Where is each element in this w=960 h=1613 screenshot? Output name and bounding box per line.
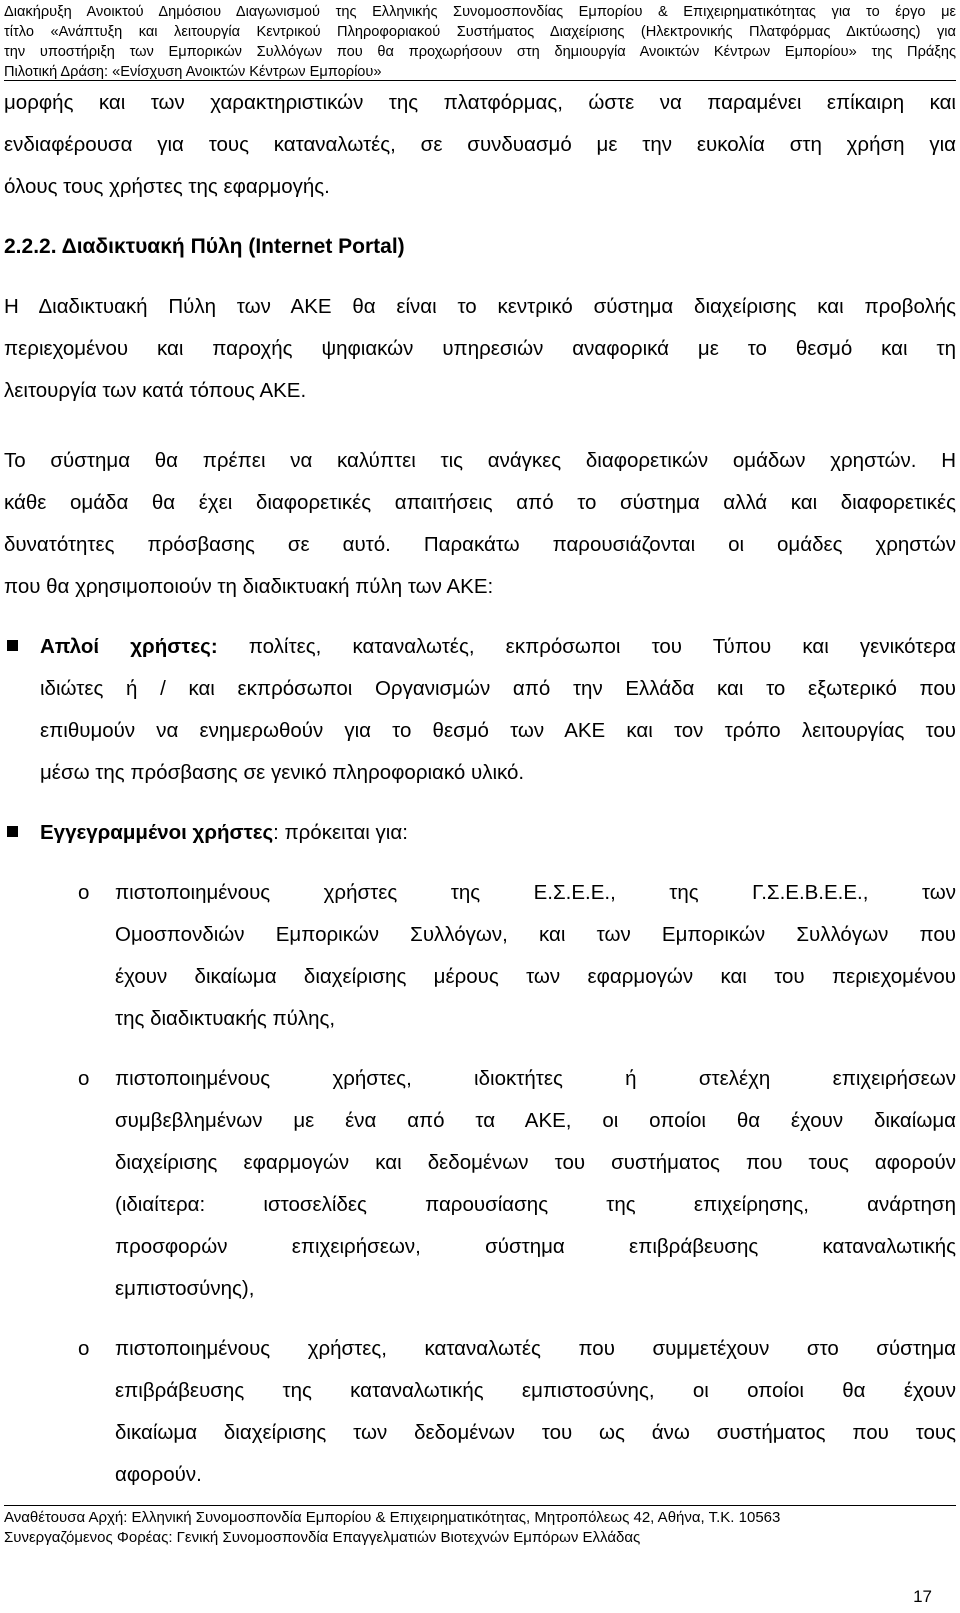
text-line: πιστοποιημένους χρήστες, καταναλωτές που συμμετέχουν στο σύστημα [115, 1337, 956, 1360]
text-line: ιδιώτες ή / και εκπρόσωποι Οργανισμών από την Ελλάδα και το εξωτερικό που [40, 677, 956, 700]
section-heading: 2.2.2. Διαδικτυακή Πύλη (Internet Portal) [4, 235, 405, 258]
text-line: μορφής και των χαρακτηριστικών της πλατφόρμας, ώστε να παραμένει επίκαιρη και [4, 91, 956, 114]
text-line: Ομοσπονδιών Εμπορικών Συλλόγων, και των Εμπορικών Συλλόγων που [115, 923, 956, 946]
text-line: προσφορών επιχειρήσεων, σύστημα επιβράβευσης καταναλωτικής [115, 1235, 956, 1258]
intro-paragraph [4, 82, 956, 208]
text-line: λειτουργία των κατά τόπους ΑΚΕ. [4, 379, 307, 402]
document-body [4, 82, 956, 1496]
text-line: κάθε ομάδα θα έχει διαφορετικές απαιτήσεις από το σύστημα αλλά και διαφορετικές [4, 491, 956, 514]
text-line: της διαδικτυακής πύλης, [115, 1007, 336, 1030]
text-line: δυνατότητες πρόσβασης σε αυτό. Παρακάτω παρουσιάζονται οι ομάδες χρηστών [4, 533, 956, 556]
text-line: συμβεβλημένων με ένα από τα ΑΚΕ, οι οποίοι θα έχουν δικαίωμα [115, 1109, 956, 1132]
sub-item-consumer-users [4, 1328, 956, 1496]
bullet-term: Εγγεγραμμένοι χρήστες [40, 821, 274, 844]
text-fragment: πολίτες, καταναλωτές, εκπρόσωποι του Τύπου και γενικότερα [217, 635, 956, 658]
text-line: έχουν δικαίωμα διαχείρισης μέρους των εφαρμογών και του περιεχομένου [115, 965, 956, 988]
text-line: όλους τους χρήστες της εφαρμογής. [4, 175, 330, 198]
text-line: επιβράβευσης της καταναλωτικής εμπιστοσύνης, οι οποίοι θα έχουν [115, 1379, 956, 1402]
text-line: Η Διαδικτυακή Πύλη των ΑΚΕ θα είναι το κεντρικό σύστημα διαχείρισης και προβολής [4, 295, 956, 318]
text-line: περιεχομένου και παροχής ψηφιακών υπηρεσιών αναφορικά με το θεσμό και τη [4, 337, 956, 360]
footer-authority: Αναθέτουσα Αρχή: Ελληνική Συνομοσπονδία Εμπορίου & Επιχειρηματικότητας, Μητροπόλεως 42, Αθήνα, Τ.Κ. 10563 [4, 1509, 781, 1526]
bullet-term: Απλοί χρήστες: [40, 635, 218, 658]
page-number: 17 [913, 1587, 932, 1606]
text-line: αφορούν. [115, 1463, 202, 1486]
square-bullet-icon [7, 826, 18, 837]
text-line: ενδιαφέρουσα για τους καταναλωτές, σε συνδυασμό με την ευκολία στη χρήση για [4, 133, 956, 156]
text-line: επιθυμούν να ενημερωθούν για το θεσμό των ΑΚΕ και τον τρόπο λειτουργίας του [40, 719, 956, 742]
text-line: δικαίωμα διαχείρισης των δεδομένων του ως άνω συστήματος που τους [115, 1421, 956, 1444]
document-footer [4, 1508, 956, 1548]
text-line: μέσω της πρόσβασης σε γενικό πληροφοριακό υλικό. [40, 761, 525, 784]
paragraph-portal [4, 286, 956, 412]
bullet-registered-users [4, 812, 956, 854]
document-header [4, 2, 956, 82]
text-line: (ιδιαίτερα: ιστοσελίδες παρουσίασης της επιχείρησης, ανάρτηση [115, 1193, 956, 1216]
header-line: Πιλοτική Δράση: «Ενίσχυση Ανοικτών Κέντρων Εμπορίου» [4, 64, 382, 80]
circle-bullet-icon: o [78, 1337, 90, 1360]
header-line: την υποστήριξη των Εμπορικών Συλλόγων που θα προχωρήσουν στη δημιουργία Ανοικτών Κέντρων Εμπορίου» της Πράξης [4, 44, 956, 60]
footer-partner: Συνεργαζόμενος Φορέας: Γενική Συνομοσπονδία Επαγγελματιών Βιοτεχνών Εμπόρων Ελλάδας [4, 1529, 641, 1546]
text-line: εμπιστοσύνης), [115, 1277, 255, 1300]
square-bullet-icon [7, 640, 18, 651]
footer-divider [4, 1505, 956, 1506]
header-line: Διακήρυξη Ανοικτού Δημόσιου Διαγωνισμού της Ελληνικής Συνομοσπονδίας Εμπορίου & Επιχειρηματικότητας για το έργο με [4, 4, 956, 20]
header-divider [4, 80, 956, 81]
text-line: που θα χρησιμοποιούν τη διαδικτυακή πύλη των ΑΚΕ: [4, 575, 494, 598]
circle-bullet-icon: o [78, 1067, 90, 1090]
text-line: πιστοποιημένους χρήστες της Ε.Σ.Ε.Ε., της Γ.Σ.Ε.Β.Ε.Ε., των [115, 881, 956, 904]
text-line: Το σύστημα θα πρέπει να καλύπτει τις ανάγκες διαφορετικών ομάδων χρηστών. Η [4, 449, 956, 472]
text-line: πιστοποιημένους χρήστες, ιδιοκτήτες ή στελέχη επιχειρήσεων [115, 1067, 956, 1090]
bullet-simple-users [4, 626, 956, 794]
sub-item-federation-users [4, 872, 956, 1040]
paragraph-user-groups [4, 440, 956, 608]
circle-bullet-icon: o [78, 881, 90, 904]
text-fragment: : πρόκειται για: [273, 821, 408, 844]
header-line: τίτλο «Ανάπτυξη και λειτουργία Κεντρικού Πληροφοριακού Συστήματος Διαχείρισης (Ηλεκτρονικής Πλατφόρμας Δικτύωσης) για [4, 24, 956, 40]
text-line: διαχείρισης εφαρμογών και δεδομένων του συστήματος που τους αφορούν [115, 1151, 956, 1174]
sub-item-business-users [4, 1058, 956, 1310]
